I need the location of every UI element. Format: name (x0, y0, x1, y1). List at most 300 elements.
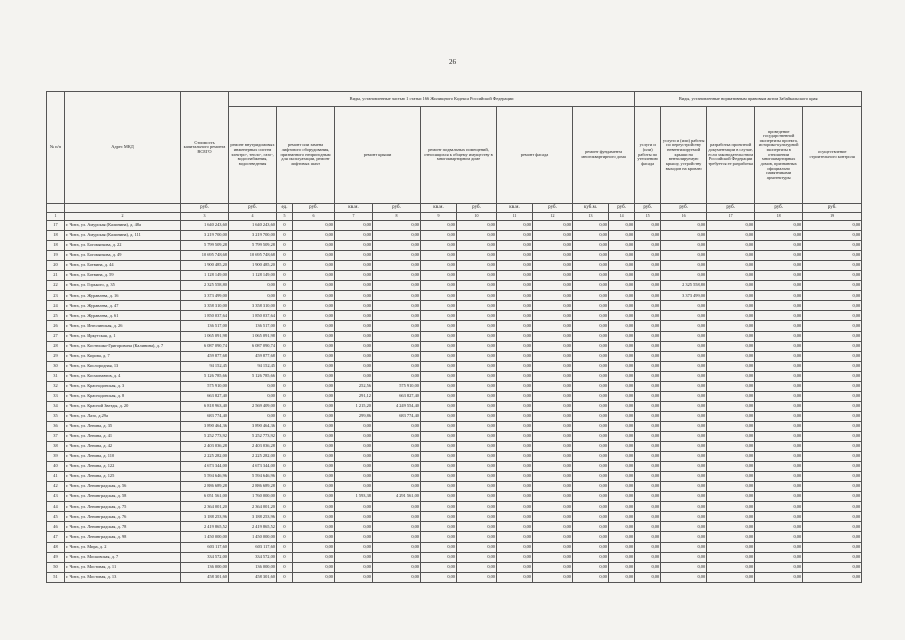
value-cell: 0,00 (335, 472, 373, 482)
value-cell: 0,00 (755, 251, 803, 261)
value-cell: 1 900 485,20 (181, 261, 229, 271)
value-cell: 0,00 (661, 502, 707, 512)
value-cell: 0,00 (335, 311, 373, 321)
value-cell: 0,00 (755, 241, 803, 251)
address-cell: г. Чита, ул. Ленина, д. 122 (65, 462, 181, 472)
value-cell: 0,00 (755, 261, 803, 271)
row-number-cell: 20 (47, 261, 65, 271)
value-cell: 0 (277, 401, 293, 411)
value-cell: 0,00 (707, 552, 755, 562)
value-cell: 0,00 (707, 351, 755, 361)
value-cell: 0,00 (533, 532, 573, 542)
value-cell: 0,00 (661, 442, 707, 452)
value-cell: 0,00 (533, 542, 573, 552)
value-cell: 0,00 (373, 241, 421, 251)
value-cell: 1 065 091,98 (181, 331, 229, 341)
value-cell: 0,00 (457, 261, 497, 271)
table-row (47, 442, 862, 452)
value-cell: 0,00 (373, 251, 421, 261)
value-cell: 0,00 (635, 311, 661, 321)
value-cell: 0 (277, 221, 293, 231)
value-cell: 0,00 (335, 251, 373, 261)
value-cell: 0,00 (457, 371, 497, 381)
unit-cell: ед. (277, 204, 293, 213)
table-row (47, 261, 862, 271)
row-number-cell: 27 (47, 331, 65, 341)
value-cell: 0,00 (373, 371, 421, 381)
table-row (47, 271, 862, 281)
column-number-cell: 18 (755, 213, 803, 221)
value-cell: 0,00 (573, 251, 609, 261)
value-cell: 0,00 (609, 462, 635, 472)
value-cell: 0,00 (803, 421, 862, 431)
value-cell: 0,00 (635, 371, 661, 381)
value-cell: 1 900 485,20 (229, 261, 277, 271)
unit-cell: руб. (293, 204, 335, 213)
value-cell: 0,00 (803, 371, 862, 381)
value-cell: 0,00 (457, 291, 497, 301)
row-number-cell: 46 (47, 522, 65, 532)
value-cell: 2 225 282,00 (181, 452, 229, 462)
value-cell: 0,00 (293, 421, 335, 431)
value-cell: 0,00 (421, 472, 457, 482)
value-cell: 0,00 (293, 542, 335, 552)
value-cell: 0,00 (573, 341, 609, 351)
value-cell: 0,00 (803, 271, 862, 281)
value-cell: 0,00 (421, 281, 457, 291)
value-cell: 1 065 091,98 (229, 331, 277, 341)
value-cell: 0,00 (293, 261, 335, 271)
row-number-cell: 18 (47, 241, 65, 251)
value-cell: 0,00 (609, 311, 635, 321)
table-row (47, 281, 862, 291)
value-cell: 0,00 (421, 351, 457, 361)
value-cell: 0,00 (755, 381, 803, 391)
value-cell: 0,00 (661, 311, 707, 321)
value-cell: 0,00 (421, 512, 457, 522)
value-cell: 0,00 (497, 492, 533, 502)
value-cell: 0,00 (707, 482, 755, 492)
value-cell: 0,00 (293, 552, 335, 562)
value-cell: 0,00 (707, 321, 755, 331)
value-cell: 0,00 (707, 462, 755, 472)
value-cell: 0 (277, 251, 293, 261)
value-cell: 0,00 (457, 241, 497, 251)
value-cell: 0,00 (421, 442, 457, 452)
value-cell: 0,00 (421, 542, 457, 552)
value-cell: 0,00 (803, 532, 862, 542)
header-design: разработка проектной документации в случае, если законодательством Российской Федерации требуется ее разработка (707, 107, 755, 204)
value-cell: 0,00 (609, 351, 635, 361)
value-cell: 0 (277, 572, 293, 582)
value-cell: 0,00 (497, 301, 533, 311)
value-cell: 0,00 (497, 231, 533, 241)
value-cell: 0,00 (609, 231, 635, 241)
value-cell: 0,00 (803, 351, 862, 361)
column-number-cell: 13 (573, 213, 609, 221)
address-cell: г. Чита, ул. Кирова, д. 7 (65, 351, 181, 361)
value-cell: 0,00 (497, 462, 533, 472)
row-number-cell: 34 (47, 401, 65, 411)
value-cell: 0,00 (457, 251, 497, 261)
address-cell: г. Чита, ул. Журавлева, д. 47 (65, 301, 181, 311)
value-cell: 0,00 (609, 301, 635, 311)
address-cell: г. Чита, ул. Иркутская, д. 1 (65, 331, 181, 341)
value-cell: 0 (277, 442, 293, 452)
value-cell: 0,00 (421, 562, 457, 572)
value-cell: 0,00 (335, 291, 373, 301)
value-cell: 0,00 (661, 391, 707, 401)
value-cell: 0,00 (803, 452, 862, 462)
value-cell: 0,00 (755, 341, 803, 351)
value-cell: 0,00 (803, 251, 862, 261)
value-cell: 0,00 (335, 241, 373, 251)
value-cell: 0,00 (293, 221, 335, 231)
row-number-cell: 33 (47, 391, 65, 401)
header-roof: ремонт крыши (335, 107, 421, 204)
value-cell: 0,00 (755, 411, 803, 421)
value-cell: 0,00 (707, 401, 755, 411)
value-cell: 0,00 (457, 462, 497, 472)
value-cell: 0,00 (497, 341, 533, 351)
value-cell: 0,00 (335, 442, 373, 452)
column-number-cell: 15 (635, 213, 661, 221)
value-cell: 0,00 (373, 331, 421, 341)
value-cell: 0,00 (707, 291, 755, 301)
value-cell: 0,00 (609, 341, 635, 351)
value-cell: 0,00 (293, 371, 335, 381)
value-cell: 0,00 (609, 411, 635, 421)
value-cell: 458 301,60 (181, 572, 229, 582)
value-cell: 0,00 (573, 361, 609, 371)
address-cell: г. Чита, ул. Ботвина, д. 44 (65, 261, 181, 271)
value-cell: 0,00 (421, 462, 457, 472)
value-cell: 0,00 (755, 532, 803, 542)
header-roof-change: услуги и (или) работы по переустройству невентилируемой крыши на вентилируемую крышу, устройству выходов на кровлю (661, 107, 707, 204)
value-cell: 0,00 (293, 562, 335, 572)
value-cell: 0,00 (661, 512, 707, 522)
value-cell: 0,00 (707, 542, 755, 552)
value-cell: 0,00 (707, 572, 755, 582)
value-cell: 0,00 (635, 341, 661, 351)
unit-cell: руб. (373, 204, 421, 213)
header-expertise: проведение государственной экспертизы проекта, историко-культурной экспертизы в отношении многоквартирных домов, признанных официально памятниками архитектуры (755, 107, 803, 204)
value-cell: 2 886 689,28 (229, 482, 277, 492)
value-cell: 0,00 (573, 421, 609, 431)
value-cell: 0 (277, 301, 293, 311)
address-cell: г. Чита, ул. Богомягкова, д. 49 (65, 251, 181, 261)
row-number-cell: 19 (47, 251, 65, 261)
value-cell: 0,00 (533, 472, 573, 482)
table-row (47, 472, 862, 482)
value-cell: 459 877,68 (181, 351, 229, 361)
value-cell: 0,00 (661, 522, 707, 532)
value-cell: 0,00 (803, 401, 862, 411)
value-cell: 0,00 (609, 371, 635, 381)
value-cell: 0,00 (661, 462, 707, 472)
value-cell: 0,00 (755, 401, 803, 411)
row-number-cell: 29 (47, 351, 65, 361)
address-cell: г. Чита, ул. Краснодонская, д. 8 (65, 391, 181, 401)
row-number-cell: 22 (47, 281, 65, 291)
value-cell: 2 325 558,80 (181, 281, 229, 291)
value-cell: 2 364 001,20 (181, 502, 229, 512)
value-cell: 0,00 (335, 532, 373, 542)
value-cell: 0,00 (707, 361, 755, 371)
value-cell: 0,00 (635, 351, 661, 361)
table-row (47, 231, 862, 241)
value-cell: 0,00 (707, 271, 755, 281)
value-cell: 0,00 (373, 452, 421, 462)
table-row (47, 351, 862, 361)
value-cell: 0,00 (803, 492, 862, 502)
value-cell: 0,00 (293, 231, 335, 241)
value-cell: 0,00 (755, 301, 803, 311)
address-cell: г. Чита, ул. Амурская (Калинина), д. 111 (65, 231, 181, 241)
value-cell: 0 (277, 462, 293, 472)
value-cell: 0,00 (661, 532, 707, 542)
value-cell: 0 (277, 361, 293, 371)
value-cell: 0,00 (803, 341, 862, 351)
value-cell: 0,00 (421, 261, 457, 271)
value-cell: 0,00 (707, 411, 755, 421)
value-cell: 0,00 (803, 502, 862, 512)
value-cell: 0,00 (609, 391, 635, 401)
value-cell: 0,00 (609, 492, 635, 502)
column-number-cell: 10 (457, 213, 497, 221)
value-cell: 0,00 (533, 311, 573, 321)
value-cell: 0,00 (421, 241, 457, 251)
row-number-cell: 50 (47, 562, 65, 572)
value-cell: 0,00 (609, 251, 635, 261)
value-cell: 1 640 243,60 (181, 221, 229, 231)
address-cell: г. Чита, ул. Краснодонская, д. 3 (65, 381, 181, 391)
value-cell: 0,00 (707, 251, 755, 261)
value-cell: 0 (277, 291, 293, 301)
value-cell: 3 373 499,00 (181, 291, 229, 301)
value-cell: 0 (277, 552, 293, 562)
value-cell: 2 403 036,28 (229, 442, 277, 452)
value-cell: 0,00 (803, 442, 862, 452)
address-cell: г. Чита, ул. Московская, д. 7 (65, 552, 181, 562)
value-cell: 0,00 (661, 241, 707, 251)
value-cell: 0,00 (661, 321, 707, 331)
value-cell: 0,00 (497, 421, 533, 431)
value-cell: 0,00 (293, 281, 335, 291)
value-cell: 0,00 (293, 331, 335, 341)
value-cell: 0,00 (293, 411, 335, 421)
table-row (47, 411, 862, 421)
address-cell: г. Чита, ул. Журавлева, д. 16 (65, 291, 181, 301)
value-cell: 0,00 (457, 391, 497, 401)
row-number-cell: 43 (47, 492, 65, 502)
value-cell: 0,00 (609, 321, 635, 331)
value-cell: 0,00 (803, 291, 862, 301)
value-cell: 0,00 (293, 311, 335, 321)
value-cell: 0,00 (635, 411, 661, 421)
value-cell: 3 890 464,36 (229, 421, 277, 431)
value-cell: 0,00 (421, 401, 457, 411)
value-cell: 0,00 (533, 512, 573, 522)
table-row (47, 371, 862, 381)
address-cell: г. Чита, ул. Ленинградская, д. 78 (65, 522, 181, 532)
value-cell: 0,00 (609, 452, 635, 462)
value-cell: 0,00 (373, 271, 421, 281)
value-cell: 0 (277, 411, 293, 421)
header-facade: ремонт фасада (497, 107, 573, 204)
value-cell: 0 (277, 482, 293, 492)
value-cell: 0,00 (661, 411, 707, 421)
value-cell: 0,00 (635, 472, 661, 482)
row-number-cell: 32 (47, 381, 65, 391)
value-cell: 0,00 (755, 542, 803, 552)
value-cell: 0,00 (293, 572, 335, 582)
value-cell: 0,00 (457, 502, 497, 512)
table-row (47, 512, 862, 522)
value-cell: 4 291 561,00 (373, 492, 421, 502)
value-cell: 0,00 (803, 522, 862, 532)
value-cell: 0,00 (803, 331, 862, 341)
value-cell: 0,00 (803, 381, 862, 391)
value-cell: 0,00 (293, 502, 335, 512)
value-cell: 5 126 785,66 (229, 371, 277, 381)
header-foundation: ремонт фундамента многоквартирного дома (573, 107, 635, 204)
value-cell: 0,00 (635, 221, 661, 231)
value-cell: 0,00 (661, 341, 707, 351)
value-cell: 0,00 (335, 221, 373, 231)
value-cell: 0,00 (533, 552, 573, 562)
value-cell: 0 (277, 562, 293, 572)
value-cell: 0,00 (373, 341, 421, 351)
value-cell: 0,00 (421, 522, 457, 532)
table-row (47, 502, 862, 512)
value-cell: 0,00 (533, 391, 573, 401)
column-number-cell: 3 (181, 213, 229, 221)
value-cell: 0,00 (421, 381, 457, 391)
value-cell: 0,00 (421, 341, 457, 351)
value-cell: 0,00 (803, 231, 862, 241)
value-cell: 0,00 (421, 251, 457, 261)
table-row (47, 341, 862, 351)
column-number-cell: 9 (421, 213, 457, 221)
value-cell: 0,00 (497, 431, 533, 441)
value-cell: 0,00 (755, 271, 803, 281)
value-cell: 0,00 (573, 492, 609, 502)
value-cell: 0,00 (497, 351, 533, 361)
value-cell: 0,00 (755, 291, 803, 301)
header-group-regional: Виды, установленные нормативным правовым актом Забайкальского края (635, 92, 862, 107)
value-cell: 0,00 (421, 311, 457, 321)
value-cell: 0,00 (373, 281, 421, 291)
value-cell: 5 252 773,92 (229, 431, 277, 441)
value-cell: 2 886 689,28 (181, 482, 229, 492)
repair-cost-table (46, 91, 862, 583)
unit-cell: руб. (707, 204, 755, 213)
value-cell: 0,00 (661, 381, 707, 391)
value-cell: 0,00 (573, 261, 609, 271)
value-cell: 0 (277, 512, 293, 522)
value-cell: 0,00 (803, 572, 862, 582)
value-cell: 0,00 (335, 281, 373, 291)
column-number-cell: 6 (293, 213, 335, 221)
unit-cell: руб. (803, 204, 862, 213)
value-cell: 0,00 (421, 572, 457, 582)
table-row (47, 381, 862, 391)
value-cell: 0,00 (421, 361, 457, 371)
unit-cell: руб. (457, 204, 497, 213)
value-cell: 0,00 (421, 231, 457, 241)
value-cell: 0,00 (457, 431, 497, 441)
value-cell: 1 760 000,00 (229, 492, 277, 502)
value-cell: 1 450 000,00 (229, 532, 277, 542)
value-cell: 0,00 (421, 331, 457, 341)
value-cell: 1 215,20 (335, 401, 373, 411)
value-cell: 0,00 (661, 331, 707, 341)
value-cell: 2 325 558,80 (661, 281, 707, 291)
value-cell: 0,00 (755, 431, 803, 441)
value-cell: 0,00 (373, 512, 421, 522)
value-cell: 136 517,00 (181, 321, 229, 331)
value-cell: 0,00 (661, 361, 707, 371)
value-cell: 0,00 (533, 492, 573, 502)
value-cell: 0,00 (573, 391, 609, 401)
row-number-cell: 24 (47, 301, 65, 311)
value-cell: 0,00 (229, 391, 277, 401)
value-cell: 0,00 (373, 462, 421, 472)
value-cell: 0,00 (609, 361, 635, 371)
row-number-cell: 38 (47, 442, 65, 452)
unit-cell-blank (47, 204, 65, 213)
value-cell: 0,00 (635, 271, 661, 281)
value-cell: 0,00 (707, 442, 755, 452)
value-cell: 603 117,60 (229, 542, 277, 552)
value-cell: 683 774,40 (181, 411, 229, 421)
value-cell: 663 827,40 (181, 391, 229, 401)
value-cell: 0,00 (293, 381, 335, 391)
value-cell: 0,00 (335, 331, 373, 341)
value-cell: 0,00 (609, 221, 635, 231)
value-cell: 3 219 700,00 (181, 231, 229, 241)
table-row (47, 492, 862, 502)
value-cell: 683 774,40 (373, 411, 421, 421)
value-cell: 0,00 (573, 452, 609, 462)
value-cell: 1 640 243,60 (229, 221, 277, 231)
value-cell: 0,00 (707, 421, 755, 431)
value-cell: 334 572,00 (229, 552, 277, 562)
value-cell: 0,00 (661, 251, 707, 261)
value-cell: 0,00 (661, 572, 707, 582)
value-cell: 0,00 (497, 221, 533, 231)
table-row (47, 462, 862, 472)
value-cell: 0,00 (635, 572, 661, 582)
value-cell: 0,00 (457, 472, 497, 482)
value-cell: 0,00 (497, 522, 533, 532)
value-cell: 0,00 (293, 522, 335, 532)
value-cell: 0,00 (497, 371, 533, 381)
value-cell: 0,00 (293, 442, 335, 452)
value-cell: 0,00 (335, 421, 373, 431)
value-cell: 0,00 (635, 421, 661, 431)
value-cell: 0,00 (421, 371, 457, 381)
address-cell: г. Чита, ул. Мира, д. 2 (65, 542, 181, 552)
value-cell: 3 373 499,00 (661, 291, 707, 301)
value-cell: 252,56 (335, 381, 373, 391)
value-cell: 0,00 (635, 391, 661, 401)
value-cell: 0,00 (335, 361, 373, 371)
value-cell: 0,00 (609, 431, 635, 441)
value-cell: 0,00 (635, 502, 661, 512)
value-cell: 0,00 (421, 482, 457, 492)
